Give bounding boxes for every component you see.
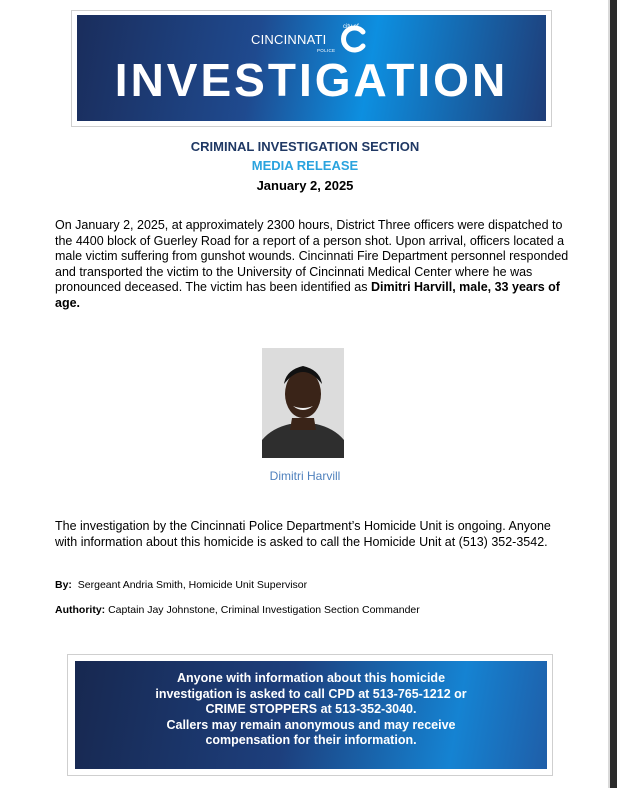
victim-identity: Dimitri Harvill, male, 33 years of age. (55, 280, 560, 310)
author-line (55, 579, 307, 591)
victim-photo (262, 348, 344, 458)
authority-line (55, 604, 420, 616)
authority-label: Authority: (55, 604, 106, 616)
photo-caption: Dimitri Harvill (269, 469, 341, 483)
tip-line-box (75, 661, 547, 769)
incident-paragraph (55, 218, 575, 311)
tip-line-2: investigation is asked to call CPD at 513-765-1212 or (155, 686, 467, 701)
incident-text: On January 2, 2025, at approximately 2300 hours, District Three officers were dispatched to the 4400 block of Guerley Road for a report of a person shot. Upon arrival, officers located a male victim suffering from gunshot wounds. Cincinnati Fire Department personnel responded and transported the victim to the University of Cincinnati Medical Center where he was pronounced deceased. The victim has been identified as (55, 218, 569, 294)
investigation-paragraph: The investigation by the Cincinnati Police Department’s Homicide Unit is ongoing. Anyone with information about this homicide is asked to call the Homicide Unit at (513) 352-3542. (55, 519, 551, 549)
victim-portrait-image (262, 348, 344, 458)
release-type: MEDIA RELEASE (251, 158, 359, 173)
viewer-scrollbar[interactable] (610, 0, 617, 788)
tip-line-3: CRIME STOPPERS at 513-352-3040. (205, 702, 417, 717)
tip-line-5: compensation for their information. (205, 733, 417, 748)
cincinnati-police-logo (247, 23, 387, 53)
banner-title: INVESTIGATION (114, 54, 509, 106)
by-value: Sergeant Andria Smith, Homicide Unit Supervisor (77, 579, 308, 591)
logo-city-of-text: city of (343, 24, 359, 30)
tip-line-4: Callers may remain anonymous and may receive (166, 717, 456, 732)
tip-line-1: Anyone with information about this homicide (176, 671, 446, 685)
by-label: By: (55, 579, 72, 591)
header-banner (77, 15, 546, 121)
release-date: January 2, 2025 (256, 178, 354, 193)
logo-city-name: CINCINNATI (251, 32, 327, 47)
section-name: CRIMINAL INVESTIGATION SECTION (190, 139, 420, 154)
cincinnati-c-logo-icon (339, 24, 369, 54)
logo-police-text: POLICE (317, 48, 336, 53)
authority-value: Captain Jay Johnstone, Criminal Investigation Section Commander (108, 604, 420, 616)
